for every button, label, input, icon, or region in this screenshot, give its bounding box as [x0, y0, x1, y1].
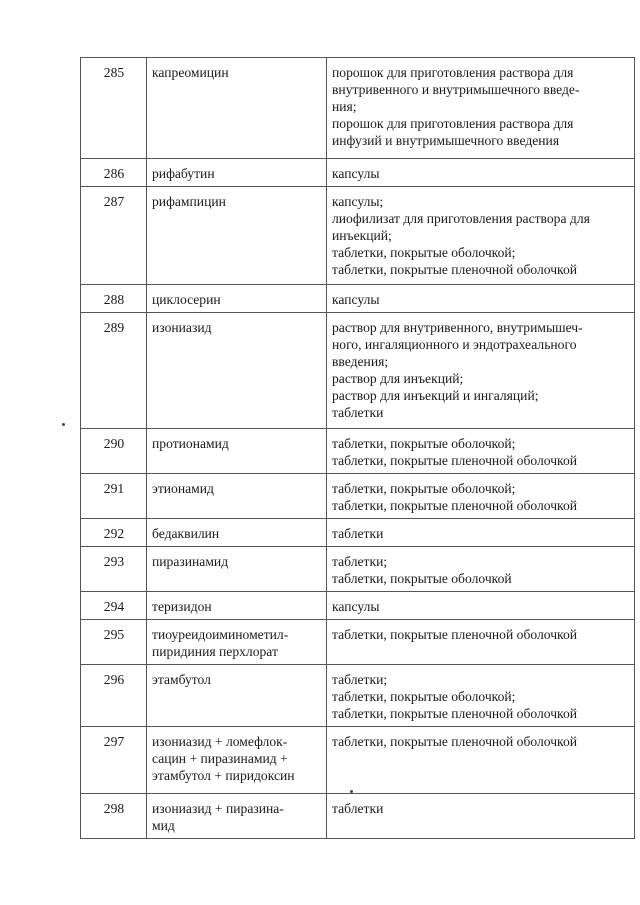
- table-row: [81, 58, 635, 159]
- drug-name-cell: [147, 429, 327, 474]
- row-number: 287: [81, 187, 147, 285]
- drug-name-cell: [147, 58, 327, 159]
- table-row: [81, 519, 635, 547]
- table-row: [81, 727, 635, 794]
- dosage-form-cell: [327, 592, 635, 620]
- drug-name-line: этионамид: [152, 481, 214, 496]
- dosage-form-cell: [327, 547, 635, 592]
- table-row: [81, 187, 635, 285]
- dosage-form-line: инъекций;: [332, 228, 392, 243]
- dosage-form-line: таблетки, покрытые оболочкой;: [332, 481, 516, 496]
- drug-name-line: изониазид + пиразина-: [152, 801, 284, 816]
- drug-name-cell: [147, 159, 327, 187]
- dosage-form-line: таблетки, покрытые оболочкой;: [332, 436, 516, 451]
- dosage-form-cell: [327, 620, 635, 665]
- drug-name-line: рифампицин: [152, 194, 226, 209]
- dosage-form-line: таблетки, покрытые оболочкой;: [332, 689, 516, 704]
- dosage-form-line: лиофилизат для приготовления раствора для: [332, 211, 590, 226]
- table-row: [81, 285, 635, 313]
- row-number: 293: [81, 547, 147, 592]
- row-number: 290: [81, 429, 147, 474]
- dosage-form-line: капсулы: [332, 292, 380, 307]
- row-number: 297: [81, 727, 147, 794]
- drug-name-line: пиридиния перхлорат: [152, 644, 278, 659]
- row-number: 288: [81, 285, 147, 313]
- dosage-form-cell: [327, 313, 635, 429]
- dosage-form-line: таблетки, покрытые оболочкой;: [332, 245, 516, 260]
- table-row: [81, 665, 635, 727]
- drug-name-line: циклосерин: [152, 292, 221, 307]
- row-number: 292: [81, 519, 147, 547]
- table-row: [81, 429, 635, 474]
- drug-name-line: этамбутол: [152, 672, 211, 687]
- dosage-form-line: раствор для инъекций;: [332, 371, 464, 386]
- dosage-form-cell: [327, 474, 635, 519]
- dosage-form-cell: [327, 58, 635, 159]
- drug-name-line: изониазид: [152, 320, 212, 335]
- dosage-form-line: таблетки, покрытые пленочной оболочкой: [332, 262, 578, 277]
- dosage-form-line: таблетки, покрытые пленочной оболочкой: [332, 627, 578, 642]
- dosage-form-cell: [327, 519, 635, 547]
- dosage-form-cell: [327, 794, 635, 839]
- dosage-form-line: ния;: [332, 99, 357, 114]
- drug-name-line: тиоуреидоиминометил-: [152, 627, 289, 642]
- table-row: [81, 313, 635, 429]
- dosage-form-cell: [327, 187, 635, 285]
- dosage-form-line: раствор для инъекций и ингаляций;: [332, 388, 539, 403]
- drug-name-cell: [147, 665, 327, 727]
- drug-name-line: пиразинамид: [152, 554, 229, 569]
- drug-name-cell: [147, 474, 327, 519]
- table-row: [81, 159, 635, 187]
- dosage-form-line: таблетки, покрытые пленочной оболочкой: [332, 734, 578, 749]
- table-row: [81, 794, 635, 839]
- drug-name-line: протионамид: [152, 436, 229, 451]
- scan-speck: [350, 790, 353, 793]
- table-row: [81, 547, 635, 592]
- drug-name-line: теризидон: [152, 599, 212, 614]
- drug-name-line: изониазид + ломефлок-: [152, 734, 288, 749]
- drug-name-line: рифабутин: [152, 166, 215, 181]
- dosage-form-line: таблетки, покрытые пленочной оболочкой: [332, 453, 578, 468]
- dosage-form-line: таблетки: [332, 801, 384, 816]
- drug-name-cell: [147, 592, 327, 620]
- drug-name-line: мид: [152, 818, 175, 833]
- dosage-form-cell: [327, 285, 635, 313]
- drug-name-cell: [147, 285, 327, 313]
- dosage-form-line: порошок для приготовления раствора для: [332, 116, 574, 131]
- row-number: 296: [81, 665, 147, 727]
- dosage-form-line: порошок для приготовления раствора для: [332, 65, 574, 80]
- dosage-form-line: внутривенного и внутримышечного введе-: [332, 82, 580, 97]
- row-number: 285: [81, 58, 147, 159]
- dosage-form-line: введения;: [332, 354, 389, 369]
- dosage-form-line: таблетки: [332, 526, 384, 541]
- table-row: [81, 620, 635, 665]
- drug-name-cell: [147, 794, 327, 839]
- dosage-form-line: таблетки: [332, 405, 384, 420]
- row-number: 294: [81, 592, 147, 620]
- dosage-form-line: капсулы: [332, 166, 380, 181]
- dosage-form-line: таблетки, покрытые пленочной оболочкой: [332, 706, 578, 721]
- dosage-form-line: таблетки, покрытые оболочкой: [332, 571, 512, 586]
- drug-name-line: бедаквилин: [152, 526, 220, 541]
- dosage-form-line: ного, ингаляционного и эндотрахеального: [332, 337, 577, 352]
- dosage-form-line: таблетки;: [332, 672, 388, 687]
- drug-name-cell: [147, 187, 327, 285]
- table-row: [81, 474, 635, 519]
- dosage-form-line: капсулы;: [332, 194, 384, 209]
- drug-table: [80, 57, 635, 839]
- dosage-form-line: раствор для внутривенного, внутримышеч-: [332, 320, 583, 335]
- dosage-form-cell: [327, 665, 635, 727]
- drug-name-line: этамбутол + пиридоксин: [152, 768, 295, 783]
- drug-name-cell: [147, 620, 327, 665]
- row-number: 286: [81, 159, 147, 187]
- row-number: 295: [81, 620, 147, 665]
- dosage-form-cell: [327, 429, 635, 474]
- row-number: 298: [81, 794, 147, 839]
- row-number: 289: [81, 313, 147, 429]
- drug-name-line: сацин + пиразинамид +: [152, 751, 288, 766]
- row-number: 291: [81, 474, 147, 519]
- dosage-form-line: таблетки;: [332, 554, 388, 569]
- dosage-form-line: инфузий и внутримышечного введения: [332, 133, 560, 148]
- dosage-form-cell: [327, 727, 635, 794]
- drug-name-cell: [147, 519, 327, 547]
- drug-name-cell: [147, 313, 327, 429]
- scan-speck: [62, 423, 65, 426]
- table-row: [81, 592, 635, 620]
- dosage-form-line: капсулы: [332, 599, 380, 614]
- drug-name-cell: [147, 727, 327, 794]
- dosage-form-cell: [327, 159, 635, 187]
- drug-name-cell: [147, 547, 327, 592]
- dosage-form-line: таблетки, покрытые пленочной оболочкой: [332, 498, 578, 513]
- drug-name-line: капреомицин: [152, 65, 229, 80]
- drug-table-body: [81, 58, 635, 839]
